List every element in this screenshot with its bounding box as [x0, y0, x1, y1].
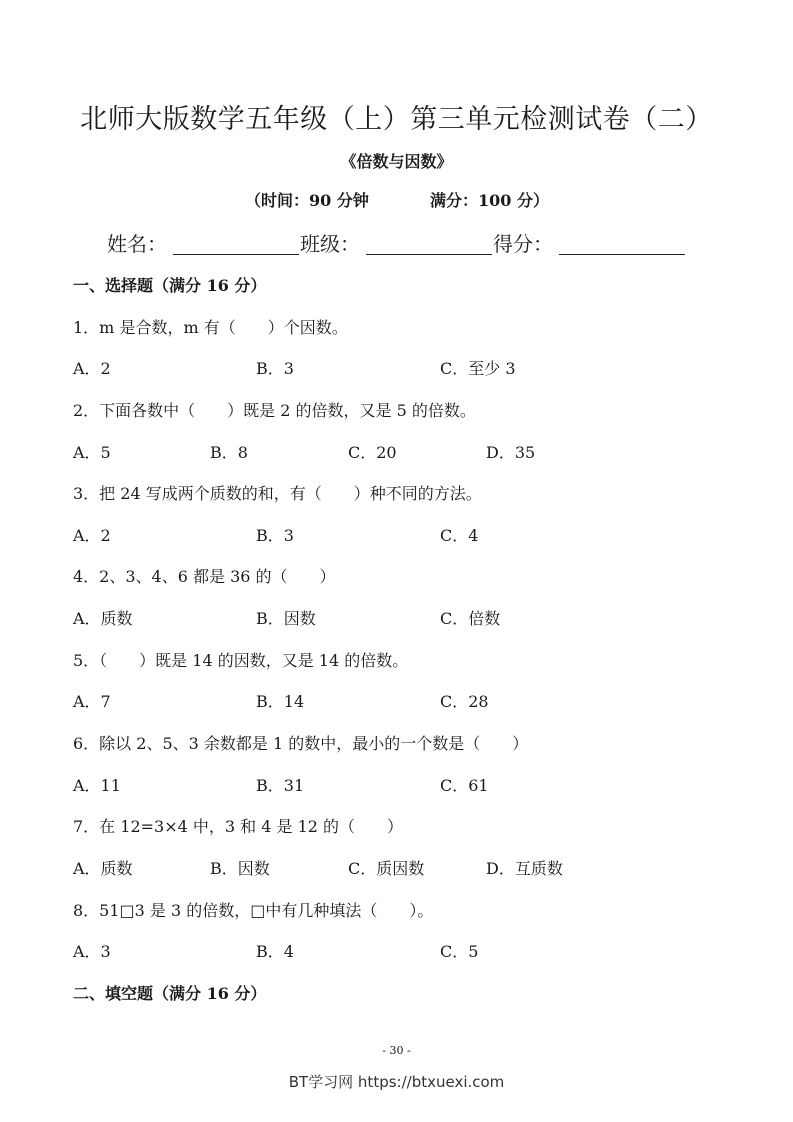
class-blank[interactable]	[366, 234, 492, 255]
option-a: A．11	[73, 776, 121, 795]
option-c: C．28	[440, 692, 489, 711]
option-b: B．3	[256, 526, 294, 545]
exam-title: 北师大版数学五年级（上）第三单元检测试卷（二）	[80, 104, 713, 135]
question-7: 7．在 12=3×4 中，3 和 4 是 12 的（ ）	[73, 817, 404, 836]
option-a: A．2	[73, 359, 111, 378]
question-6: 6．除以 2、5、3 余数都是 1 的数中，最小的一个数是（ ）	[73, 734, 529, 753]
option-c: C．4	[440, 526, 479, 545]
option-b: B．3	[256, 359, 294, 378]
class-label: 班级：	[300, 232, 360, 256]
option-a: A．质数	[73, 609, 133, 628]
exam-time: （时间：90 分钟	[245, 191, 369, 210]
question-3: 3．把 24 写成两个质数的和，有（ ）种不同的方法。	[73, 484, 482, 503]
option-d: D．35	[486, 443, 536, 462]
exam-full-score: 满分：100 分）	[430, 191, 549, 210]
option-a: A．3	[73, 942, 111, 961]
option-b: B．因数	[210, 859, 270, 878]
student-info-row	[107, 228, 686, 257]
exam-subtitle: 《倍数与因数》	[340, 152, 453, 171]
question-8: 8．51□3 是 3 的倍数，□中有几种填法（ ）。	[73, 901, 434, 920]
question-5: 5．（ ）既是 14 的因数，又是 14 的倍数。	[73, 651, 409, 670]
option-b: B．4	[256, 942, 294, 961]
score-blank[interactable]	[559, 234, 685, 255]
question-1: 1．m 是合数，m 有（ ）个因数。	[73, 318, 348, 337]
section-heading: 二、填空题（满分 16 分）	[73, 984, 267, 1003]
option-a: A．2	[73, 526, 111, 545]
option-a: A．7	[73, 692, 111, 711]
option-c: C．5	[440, 942, 479, 961]
option-b: B．8	[210, 443, 248, 462]
score-label: 得分：	[493, 232, 553, 256]
option-c: C．20	[348, 443, 397, 462]
page-number: - 30 -	[382, 1044, 411, 1057]
option-b: B．因数	[256, 609, 316, 628]
option-c: C．61	[440, 776, 489, 795]
question-4: 4．2、3、4、6 都是 36 的（ ）	[73, 567, 336, 586]
option-c: C．至少 3	[440, 359, 516, 378]
option-c: C．质因数	[348, 859, 425, 878]
name-label: 姓名：	[107, 232, 167, 256]
section-heading: 一、选择题（满分 16 分）	[73, 276, 267, 295]
site-watermark: BT学习网 https://btxuexi.com	[288, 1073, 505, 1091]
option-a: A．5	[73, 443, 111, 462]
name-blank[interactable]	[173, 234, 299, 255]
option-b: B．31	[256, 776, 305, 795]
option-b: B．14	[256, 692, 305, 711]
question-2: 2．下面各数中（ ）既是 2 的倍数，又是 5 的倍数。	[73, 401, 476, 420]
option-c: C．倍数	[440, 609, 501, 628]
option-d: D．互质数	[486, 859, 563, 878]
option-a: A．质数	[73, 859, 133, 878]
